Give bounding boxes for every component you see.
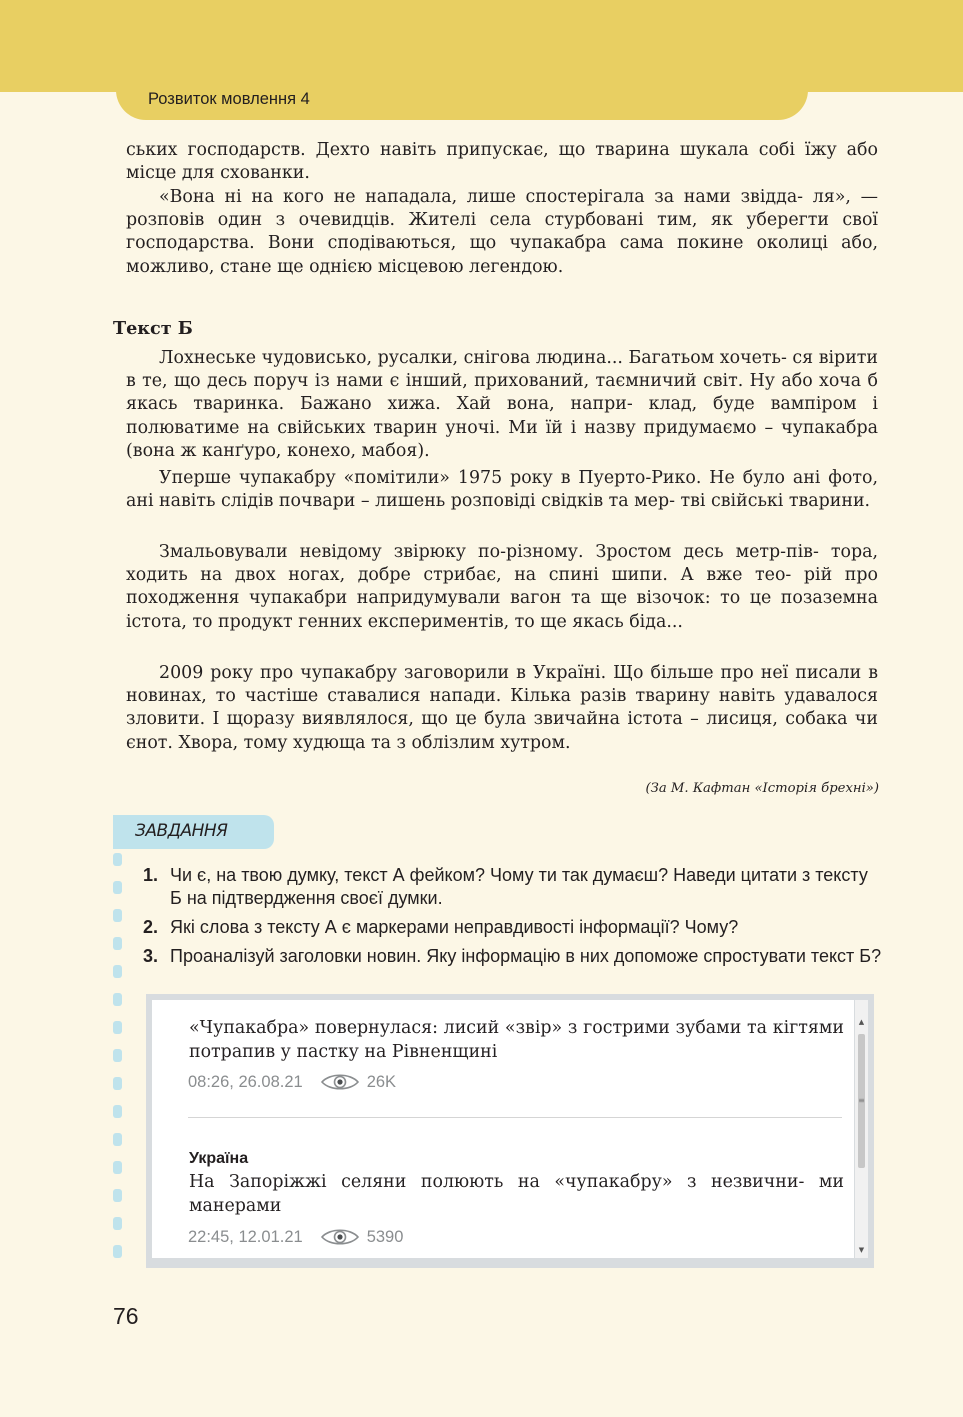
task-number: 2. — [143, 917, 159, 937]
task-number: 1. — [143, 865, 159, 885]
dot — [113, 993, 122, 1006]
news-views: 5390 — [366, 1227, 404, 1246]
eye-icon — [321, 1227, 359, 1247]
task-number: 3. — [143, 946, 159, 966]
news-meta — [188, 1227, 403, 1247]
news-headline[interactable]: «Чупакабра» повернулася: лисий «звір» з гострими зубами та кігтями потрапив у пастку на Рівненщині — [189, 1018, 844, 1062]
news-feed — [152, 1000, 854, 1258]
scroll-down-arrow-icon[interactable]: ▼ — [858, 1246, 865, 1254]
decorative-dots — [113, 853, 123, 1273]
news-timestamp: 08:26, 26.08.21 — [188, 1072, 303, 1091]
news-meta — [188, 1072, 396, 1092]
dot — [113, 1189, 122, 1202]
scroll-up-arrow-icon[interactable]: ▲ — [858, 1018, 865, 1026]
news-headline[interactable]: На Запоріжжі селяни полюють на «чупакабру» з незвични- ми манерами — [189, 1172, 844, 1216]
source-citation: (За М. Кафтан «Історія брехні») — [645, 781, 879, 796]
dot — [113, 937, 122, 950]
dot — [113, 1077, 122, 1090]
eye-icon — [321, 1072, 359, 1092]
page-number: 76 — [113, 1303, 139, 1329]
dot — [113, 1161, 122, 1174]
paragraph: Лохнеське чудовисько, русалки, снігова людина... Багатьом хочеть- ся вірити в те, що десь поруч із нами є інший, прихований, таємничий світ. Ну або хоча б якась тваринка. Бажано хижа. Хай вона, напри- клад, буде вампіром і полюватиме на свійських тварин уночі. Ми їй і назву придумаємо – чупакабра (вона ж канґуро, конехо, мабоя). — [126, 348, 878, 461]
dot — [113, 965, 122, 978]
news-feed-panel — [146, 994, 874, 1268]
news-category: Україна — [189, 1150, 249, 1167]
dot — [113, 1049, 122, 1062]
news-timestamp: 22:45, 12.01.21 — [188, 1227, 303, 1246]
paragraph: «Вона ні на кого не нападала, лише спостерігала за нами звідда- ля», — розповів один з очевидців. Жителі села стурбовані тим, як уберегти свої господарства. Вони сподіваються, що чупакабра сама покине околиці або, можливо, стане ще однією місцевою легендою. — [126, 187, 878, 277]
tasks-badge-label: ЗАВДАННЯ — [135, 821, 228, 841]
paragraph: 2009 року про чупакабру заговорили в Україні. Що більше про неї писали в новинах, то частіше ставалися напади. Кілька разів тварину навіть удавалося зловити. І щоразу виявлялося, що це була звичайна істота – лисиця, собака чи єнот. Хвора, тому худюща та з облізлим хутром. — [126, 663, 878, 753]
dot — [113, 1105, 122, 1118]
header-band — [0, 0, 963, 92]
task-text: Проаналізуй заголовки новин. Яку інформацію в них допоможе спростувати текст Б? — [170, 946, 882, 966]
task-text: Чи є, на твою думку, текст А фейком? Чому ти так думаєш? Наведи цитати з тексту Б на підтвердження своєї думки. — [170, 865, 868, 908]
paragraph: Уперше чупакабру «помітили» 1975 року в Пуерто-Рико. Не було ані фото, ані навіть слідів почвари – лишень розповіді свідків та мер- тві свійські тварини. — [126, 468, 878, 512]
news-divider — [188, 1117, 842, 1118]
section-title: Розвиток мовлення 4 — [148, 90, 310, 108]
paragraph: ських господарств. Дехто навіть припускає, що тварина шукала собі їжу або місце для схованки. — [126, 140, 878, 184]
dot — [113, 1217, 122, 1230]
dot — [113, 909, 122, 922]
text-b-heading: Текст Б — [113, 318, 193, 339]
scrollbar[interactable] — [855, 1000, 868, 1258]
dot — [113, 1133, 122, 1146]
dot — [113, 1245, 122, 1258]
grip-icon: ≡ — [858, 1096, 865, 1105]
task-text: Які слова з тексту А є маркерами неправдивості інформації? Чому? — [170, 917, 739, 937]
dot — [113, 853, 122, 866]
news-views: 26K — [366, 1072, 397, 1091]
dot — [113, 1021, 122, 1034]
paragraph: Змальовували невідому звірюку по-різному. Зростом десь метр-пів- тора, ходить на двох ногах, добре стрибає, на спині шипи. А вже тео- рій про походження чупакабри напридумували вагон та ще візочок: то це позаземна істота, то продукт генних експериментів, то ще якась біда... — [126, 542, 878, 632]
dot — [113, 881, 122, 894]
tasks-badge — [113, 815, 274, 849]
